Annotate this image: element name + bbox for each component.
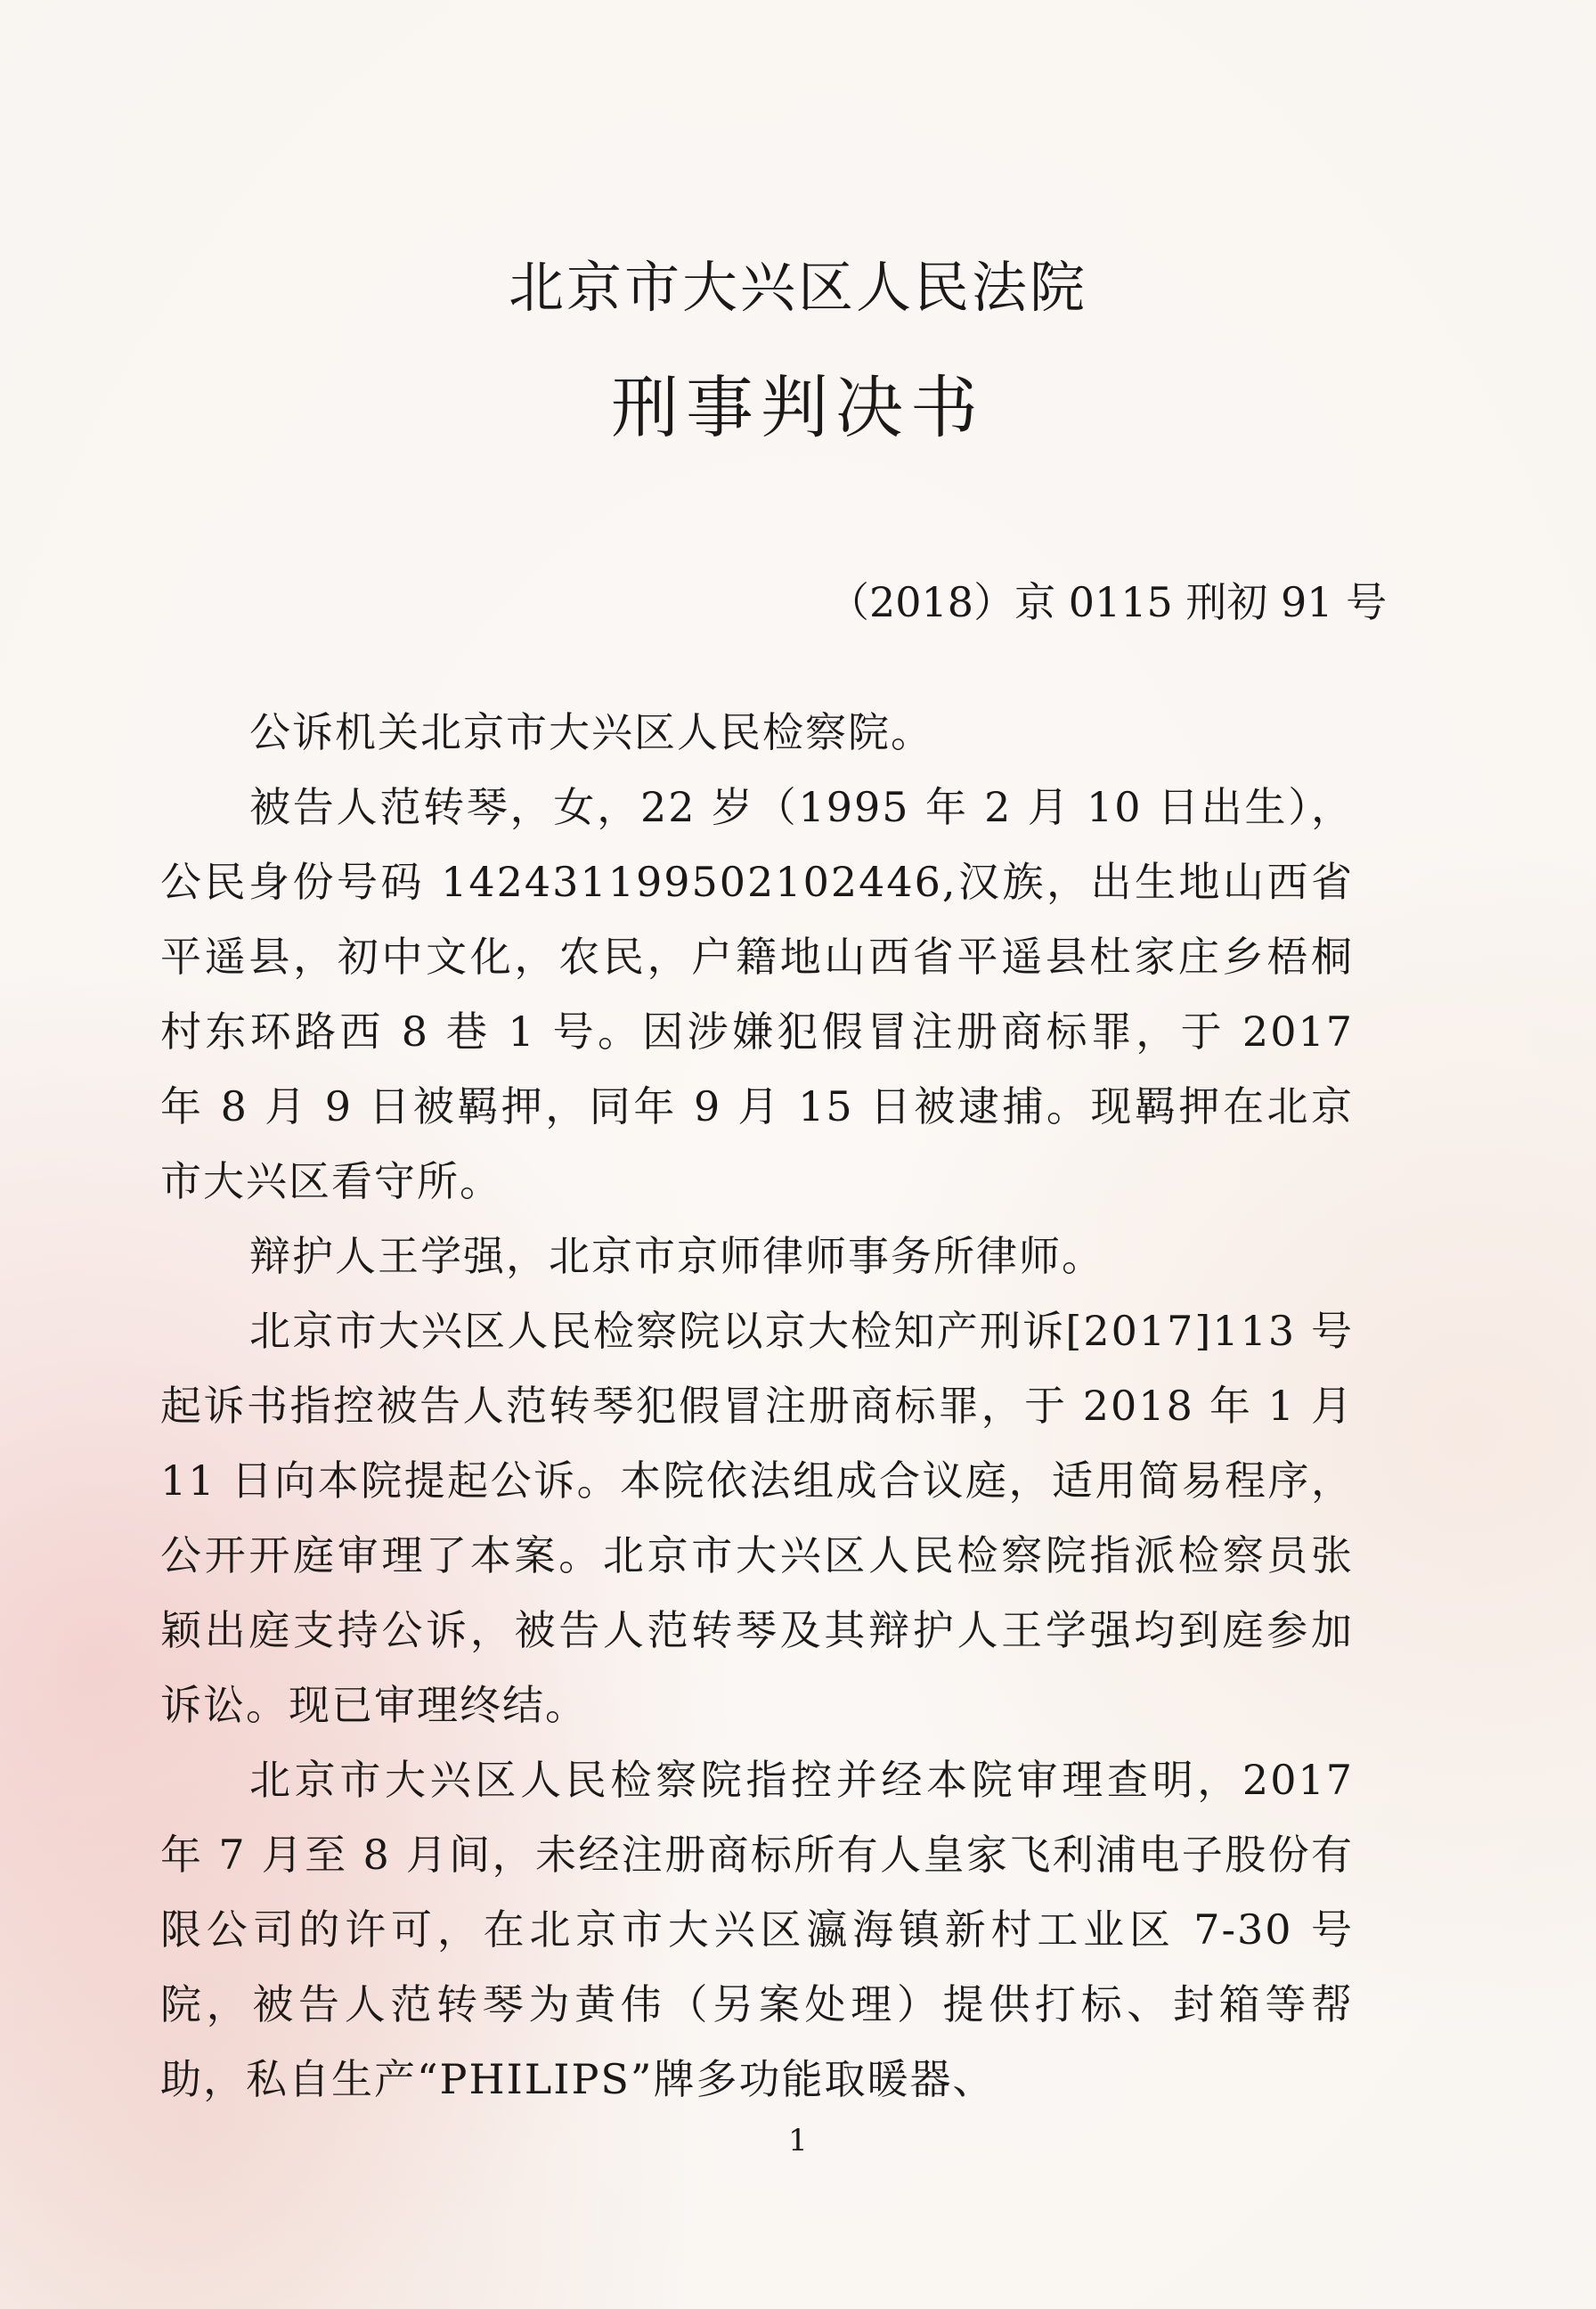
paragraph-facts: 北京市大兴区人民检察院指控并经本院审理查明，2017 年 7 月至 8 月间，未经注册商标所有人皇家飞利浦电子股份有限公司的许可，在北京市大兴区瀛海镇新村工业区 7-30 号院，被告人范转琴为黄伟（另案处理）提供打标、封箱等帮助，私自生产“PHILIPS”牌多功能取暖器、 [160,1756,1354,2103]
case-number: （2018）京 0115 刑初 91 号 [828,578,1388,626]
court-name: 北京市大兴区人民法院 [508,255,1087,320]
paragraph-procedure: 北京市大兴区人民检察院以京大检知产刑诉[2017]113 号起诉书指控被告人范转琴犯假冒注册商标罪，于 2018 年 1 月 11 日向本院提起公诉。本院依法组成合议庭，适用简易程序，公开开庭审理了本案。北京市大兴区人民检察院指派检察员张颖出庭支持公诉，被告人范转琴及其辩护人王学强均到庭参加诉讼。现已审理终结。 [160,1307,1354,1729]
paragraph-defendant: 被告人范转琴，女，22 岁（1995 年 2 月 10 日出生），公民身份号码 142431199502102446,汉族，出生地山西省平遥县，初中文化，农民，户籍地山西省平遥县杜家庄乡梧桐村东环路西 8 巷 1 号。因涉嫌犯假冒注册商标罪，于 2017 年 8 月 9 日被羁押，同年 9 月 15 日被逮捕。现羁押在北京市大兴区看守所。 [160,783,1354,1205]
document-title: 刑事判决书 [611,368,985,447]
page-number: 1 [788,2123,808,2158]
document-body [160,695,1354,2117]
paragraph-prosecutor: 公诉机关北京市大兴区人民检察院。 [249,708,933,756]
paragraph-defense-counsel: 辩护人王学强，北京市京师律师事务所律师。 [249,1232,1104,1280]
